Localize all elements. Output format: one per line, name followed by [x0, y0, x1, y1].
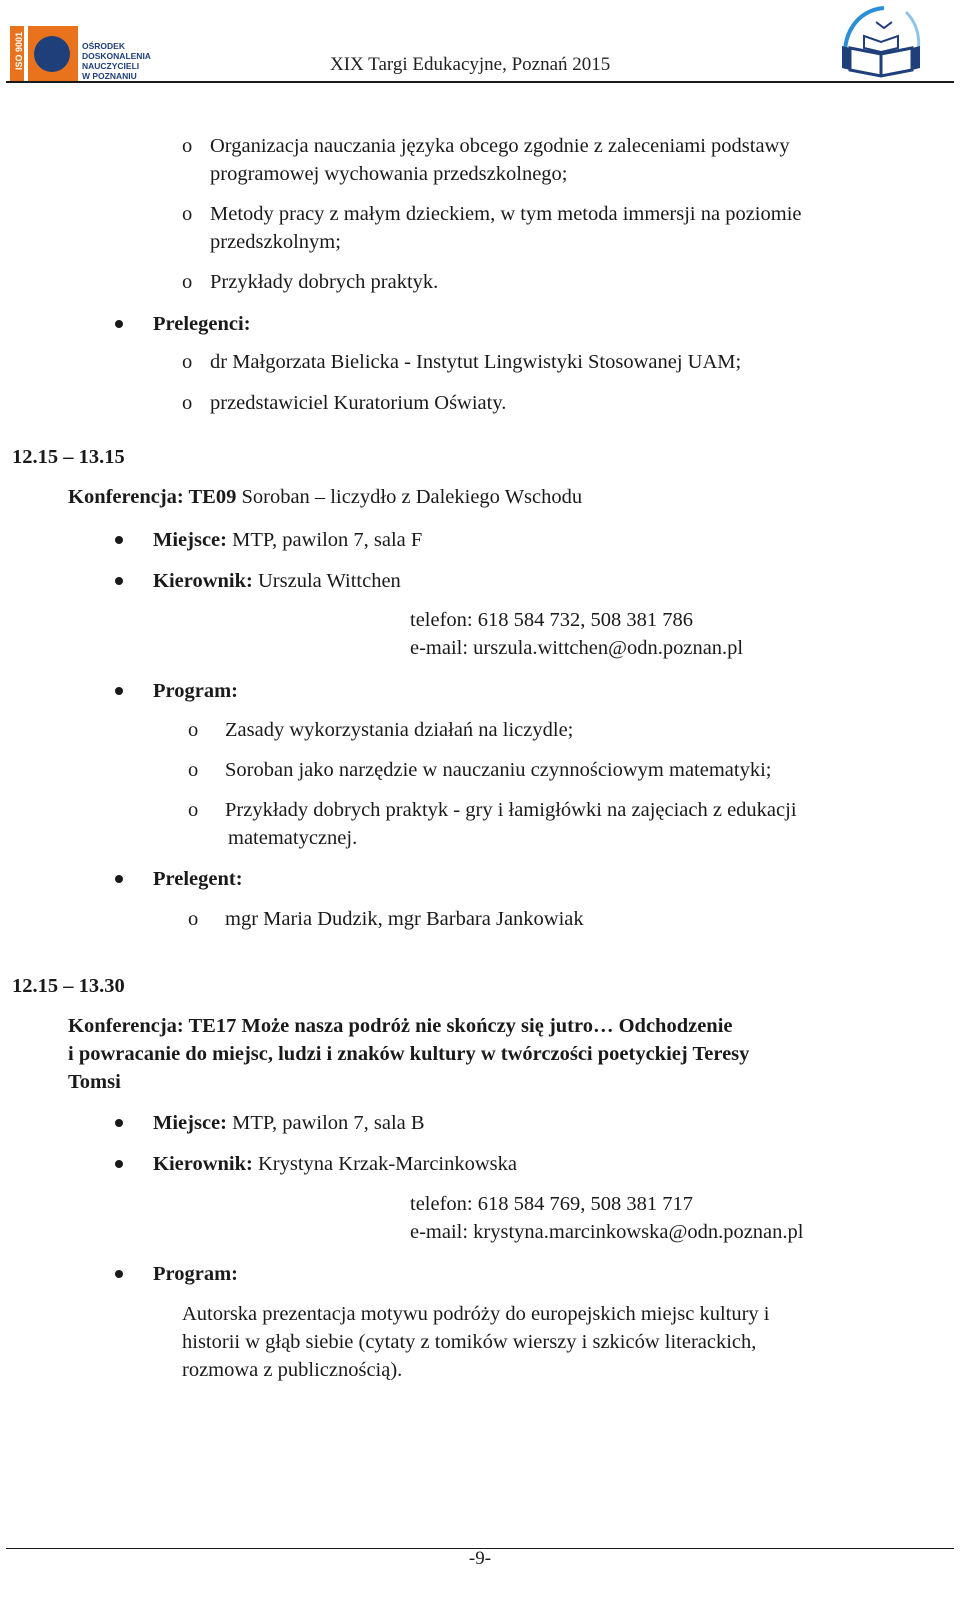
venue-value: MTP, pawilon 7, sala F	[226, 529, 423, 551]
logo-line-4: W POZNANIU	[82, 71, 137, 81]
bullet-icon	[115, 536, 123, 544]
manager-line	[153, 567, 401, 595]
bullet-icon	[115, 875, 123, 883]
program-item-3-line-2: matematycznej.	[228, 827, 358, 849]
sub-marker: o	[182, 135, 193, 157]
page-number: -9-	[468, 1548, 492, 1569]
bullet-icon	[115, 1119, 123, 1127]
program-item-3: Przykłady dobrych praktyk.	[210, 271, 439, 293]
conference-title-te17-line-2: i powracanie do miejsc, ludzi i znaków kultury w twórczości poetyckiej Teresy	[68, 1043, 750, 1065]
logo-line-2: DOSKONALENIA	[82, 51, 151, 61]
contact-email: e-mail: krystyna.marcinkowska@odn.poznan.pl	[410, 1221, 804, 1243]
speaker-1: dr Małgorzata Bielicka - Instytut Lingwistyki Stosowanej UAM;	[210, 351, 742, 373]
venue-label: Miejsce:	[153, 529, 227, 551]
conference-title-te17-line-3: Tomsi	[68, 1071, 121, 1093]
session-time-1: 12.15 – 13.15	[12, 446, 125, 468]
manager-label: Kierownik:	[153, 570, 253, 592]
conference-name: Soroban – liczydło z Dalekiego Wschodu	[236, 486, 583, 508]
bullet-icon	[115, 687, 123, 695]
venue-line	[153, 1109, 425, 1137]
manager-label: Kierownik:	[153, 1153, 253, 1175]
program-item-2-line-2: przedszkolnym;	[210, 231, 341, 253]
conference-title-te09	[68, 483, 582, 511]
sub-marker: o	[188, 719, 199, 741]
odn-logo-text	[82, 41, 151, 81]
sub-marker: o	[182, 203, 193, 225]
conference-title-te17-line-1: Konferencja: TE17 Może nasza podróż nie skończy się jutro… Odchodzenie	[68, 1015, 733, 1037]
open-book-icon	[836, 2, 926, 80]
program-item-3-line-1: Przykłady dobrych praktyk - gry i łamigłówki na zajęciach z edukacji	[225, 799, 797, 821]
contact-phone: telefon: 618 584 769, 508 381 717	[410, 1193, 693, 1215]
venue-label: Miejsce:	[153, 1112, 227, 1134]
program-item-1: Zasady wykorzystania działań na liczydle;	[225, 719, 574, 741]
conference-label: Konferencja: TE09	[68, 486, 237, 508]
program-text-line-2: historii w głąb siebie (cytaty z tomików wierszy i szkiców literackich,	[182, 1331, 757, 1353]
session-time-2: 12.15 – 13.30	[12, 975, 125, 997]
bullet-icon	[115, 320, 123, 328]
manager-value: Krystyna Krzak-Marcinkowska	[252, 1153, 517, 1175]
speaker-1: mgr Maria Dudzik, mgr Barbara Jankowiak	[225, 908, 584, 930]
sub-marker: o	[188, 908, 199, 930]
iso-badge	[10, 26, 24, 81]
bullet-icon	[115, 1270, 123, 1278]
sub-marker: o	[182, 351, 193, 373]
header-title: XIX Targi Edukacyjne, Poznań 2015	[330, 54, 611, 75]
bullet-icon	[115, 577, 123, 585]
bullet-icon	[115, 1160, 123, 1168]
manager-line	[153, 1150, 517, 1178]
program-label: Program:	[153, 680, 239, 702]
program-text-line-3: rozmowa z publicznością).	[182, 1359, 403, 1381]
sub-marker: o	[182, 271, 193, 293]
program-item-2: Soroban jako narzędzie w nauczaniu czynnościowym matematyki;	[225, 759, 772, 781]
program-item-2-line-1: Metody pracy z małym dzieckiem, w tym metoda immersji na poziomie	[210, 203, 802, 225]
logo-line-1: OŚRODEK	[82, 41, 125, 51]
header-divider	[6, 81, 954, 83]
logo-line-3: NAUCZYCIELI	[82, 61, 140, 71]
prelegent-label: Prelegent:	[153, 868, 243, 890]
venue-line	[153, 526, 422, 554]
sub-marker: o	[188, 759, 199, 781]
contact-email: e-mail: urszula.wittchen@odn.poznan.pl	[410, 637, 744, 659]
contact-phone: telefon: 618 584 732, 508 381 786	[410, 609, 693, 631]
manager-value: Urszula Wittchen	[252, 570, 401, 592]
program-label: Program:	[153, 1263, 239, 1285]
program-item-1-line-1: Organizacja nauczania języka obcego zgodnie z zaleceniami podstawy	[210, 135, 790, 157]
odn-logo-icon	[28, 26, 78, 81]
program-text-line-1: Autorska prezentacja motywu podróży do europejskich miejsc kultury i	[182, 1303, 770, 1325]
speaker-2: przedstawiciel Kuratorium Oświaty.	[210, 392, 507, 414]
program-item-1-line-2: programowej wychowania przedszkolnego;	[210, 163, 568, 185]
sub-marker: o	[182, 392, 193, 414]
venue-value: MTP, pawilon 7, sala B	[226, 1112, 425, 1134]
iso-badge-text: ISO 9001	[14, 32, 24, 71]
sub-marker: o	[188, 799, 199, 821]
prelegenci-label: Prelegenci:	[153, 313, 251, 335]
page-header	[0, 0, 960, 84]
logo-circle-icon	[34, 36, 70, 72]
